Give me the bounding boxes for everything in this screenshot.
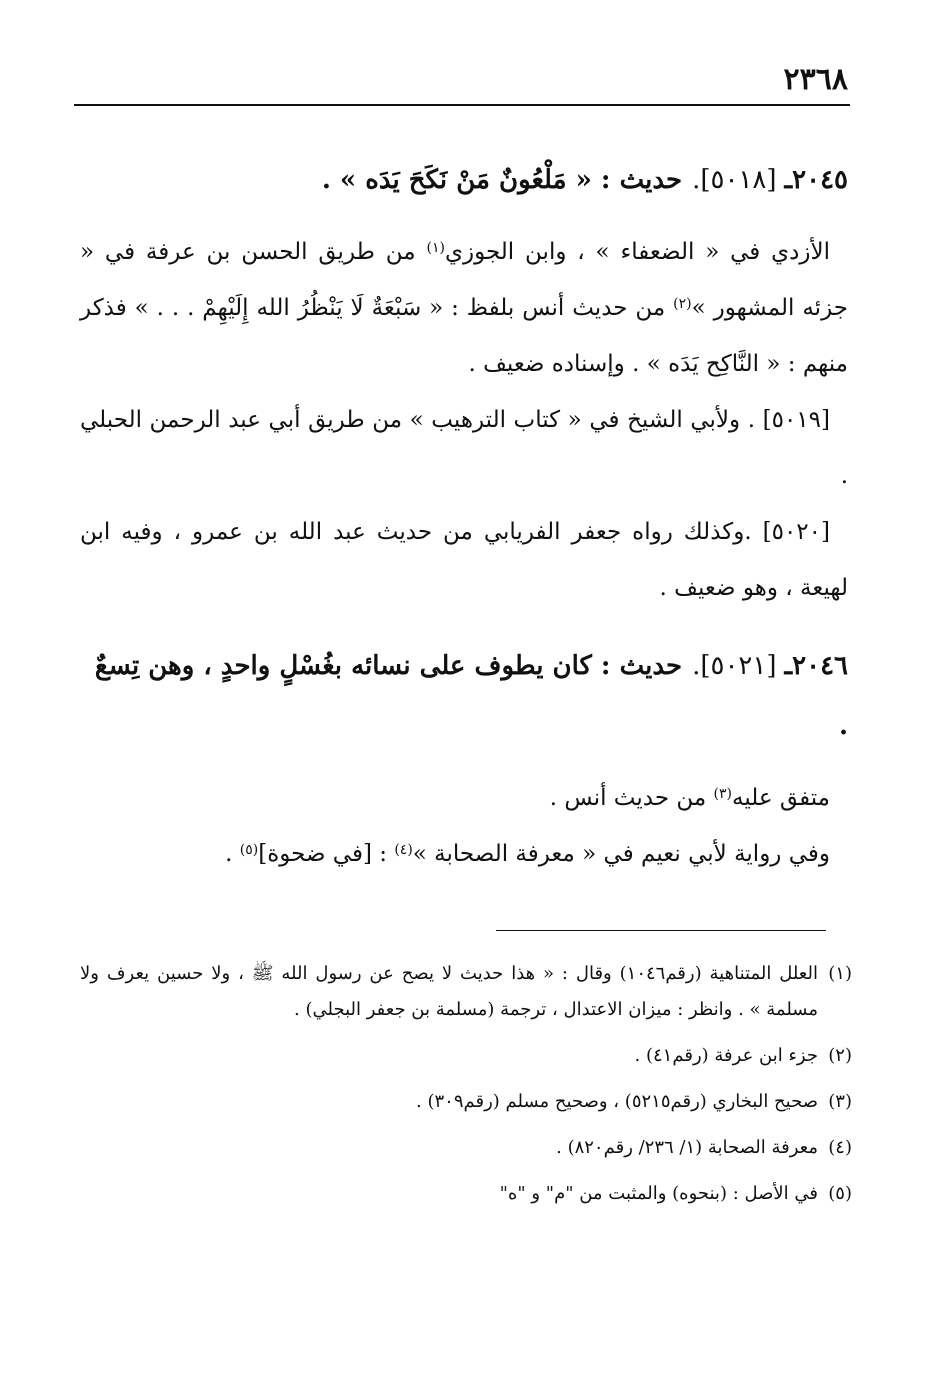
- main-text: [80, 150, 848, 882]
- paragraph-text: : [في ضحوة]: [258, 841, 395, 867]
- footnote-marker[interactable]: (١): [426, 240, 445, 256]
- footnote-text: جزء ابن عرفة (رقم٤١) .: [634, 1045, 818, 1066]
- footnote-text: العلل المتناهية (رقم١٠٤٦) وقال : « هذا حديث لا يصح عن رسول الله ﷺ ، ولا حسين يعرف ولا مسلمة » . وانظر : ميزان الاعتدال ، ترجمة (مسلمة بن جعفر البجلي) .: [80, 963, 818, 1020]
- paragraph-text: .: [225, 841, 240, 867]
- footnote: [80, 1176, 852, 1212]
- footnote-number: (١): [828, 963, 852, 984]
- paragraph-text: الأزدي في « الضعفاء » ، وابن الجوزي: [444, 239, 830, 265]
- footnote-marker[interactable]: (٥): [239, 842, 259, 858]
- entry-paragraph: [٥٠١٩] . ولأبي الشيخ في « كتاب الترهيب » من طريق أبي عبد الرحمن الحبلي .: [80, 407, 848, 489]
- footnote-number: (٤): [828, 1137, 852, 1158]
- entry-reference: [٥٠٢١].: [692, 651, 777, 681]
- footnote-number: (٣): [828, 1091, 852, 1112]
- paragraph-text: وفي رواية لأبي نعيم في « معرفة الصحابة »: [412, 841, 830, 867]
- footnote: [80, 1130, 852, 1166]
- entry-number: ٢٠٤٥ـ: [784, 165, 848, 195]
- footnote: [80, 1038, 852, 1074]
- paragraph-text: من حديث أنس .: [549, 785, 714, 811]
- footnote-marker[interactable]: (٣): [713, 786, 732, 802]
- entry-paragraph: [٥٠٢٠] .وكذلك رواه جعفر الفريابي من حديث عبد الله بن عمرو ، وفيه ابن لهيعة ، وهو ضعيف .: [80, 519, 848, 601]
- entry-heading: [80, 150, 848, 210]
- entry-heading: [80, 636, 848, 756]
- paragraph-text: من حديث أنس بلفظ : « سَبْعَةٌ لَا يَنْظُرُ الله إِلَيْهِمْ . . . » فذكر منهم : « النَّاكِح يَدَه » . وإسناده ضعيف .: [80, 295, 848, 377]
- footnote-text: معرفة الصحابة (١/ ٢٣٦/ رقم٨٢٠) .: [556, 1137, 818, 1158]
- footnote-number: (٢): [828, 1045, 852, 1066]
- entry-title: حديث : كان يطوف على نسائه بغُسْلٍ واحدٍ ، وهن تِسعٌ .: [94, 651, 848, 741]
- hadith-entry: [80, 636, 848, 882]
- page-number: ٢٣٦٨: [783, 62, 848, 97]
- entry-paragraph: [80, 826, 848, 882]
- footnote-text: صحيح البخاري (رقم٥٢١٥) ، وصحيح مسلم (رقم٣٠٩) .: [416, 1091, 818, 1112]
- footnote: [80, 956, 852, 1028]
- entry-reference: [٥٠١٨].: [692, 165, 777, 195]
- footnote-marker[interactable]: (٢): [673, 296, 692, 312]
- hadith-entry: [80, 150, 848, 616]
- paragraph-text: متفق عليه: [732, 785, 830, 811]
- header-rule: [74, 104, 850, 106]
- footnote-separator: [496, 930, 826, 931]
- entry-number: ٢٠٤٦ـ: [784, 651, 848, 681]
- entry-paragraph: [80, 770, 848, 826]
- entry-title: حديث : « مَلْعُونٌ مَنْ نَكَحَ يَدَه » .: [321, 165, 683, 195]
- footnotes: [80, 956, 852, 1222]
- footnote-number: (٥): [828, 1183, 852, 1204]
- footnote: [80, 1084, 852, 1120]
- footnote-text: في الأصل : (بنحوه) والمثبت من "م" و "ه": [499, 1183, 818, 1204]
- paragraph-text: من طريق الحسن بن عرفة في « جزئه المشهور »: [80, 239, 848, 321]
- footnote-marker[interactable]: (٤): [394, 842, 413, 858]
- entry-paragraph: [80, 224, 848, 392]
